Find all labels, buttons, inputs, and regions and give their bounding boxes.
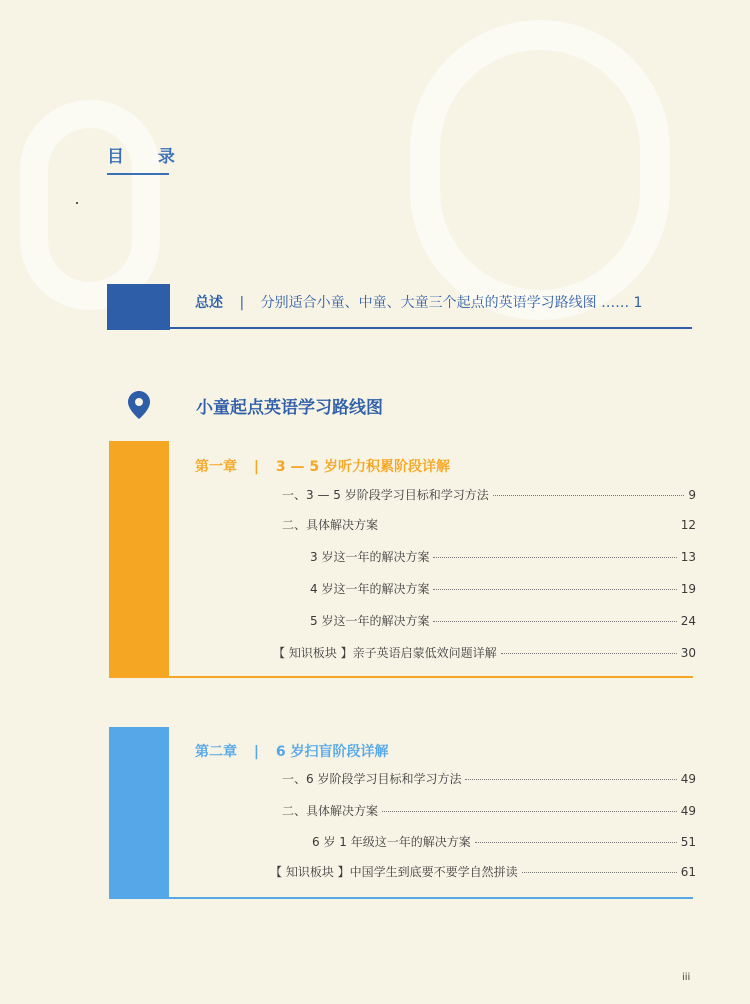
overview-leader: …… bbox=[601, 295, 630, 311]
toc-entry-page: 19 bbox=[680, 582, 696, 596]
toc-entry[interactable] bbox=[310, 548, 696, 565]
location-pin-icon bbox=[128, 391, 150, 423]
overview-underline bbox=[107, 327, 692, 329]
toc-entry-label: 【 知识板块 】中国学生到底要不要学自然拼读 bbox=[270, 865, 518, 879]
toc-entry-page: 13 bbox=[680, 550, 696, 564]
chapter2-label: 第二章 bbox=[195, 744, 237, 760]
chapter1-color-block bbox=[109, 441, 169, 678]
toc-entry-page: 49 bbox=[680, 772, 696, 786]
toc-entry-label: 二、具体解决方案 bbox=[282, 518, 379, 532]
toc-entry[interactable] bbox=[310, 612, 696, 629]
toc-entry[interactable] bbox=[282, 770, 696, 787]
toc-entry[interactable] bbox=[312, 833, 696, 850]
overview-label: 总述 bbox=[195, 295, 223, 311]
chapter1-title: 3 — 5 岁听力积累阶段详解 bbox=[275, 459, 450, 475]
chapter1-heading[interactable] bbox=[195, 456, 450, 476]
chapter1-label: 第一章 bbox=[195, 459, 237, 475]
speck bbox=[76, 202, 78, 204]
overview-color-block bbox=[107, 284, 170, 330]
dot-leader bbox=[382, 811, 677, 812]
toc-title-group bbox=[107, 142, 189, 175]
toc-entry-label: 4 岁这一年的解决方案 bbox=[310, 582, 430, 596]
toc-entry-label: 一、3 — 5 岁阶段学习目标和学习方法 bbox=[282, 488, 489, 502]
dot-leader bbox=[433, 589, 676, 590]
chapter2-color-block bbox=[109, 727, 169, 899]
toc-entry-page: 24 bbox=[680, 614, 696, 628]
toc-entry-page: 51 bbox=[680, 835, 696, 849]
chapter1-separator: | bbox=[253, 459, 259, 475]
toc-entry[interactable] bbox=[282, 802, 696, 819]
toc-entry-label: 3 岁这一年的解决方案 bbox=[310, 550, 430, 564]
overview-page: 1 bbox=[633, 295, 643, 311]
dot-leader bbox=[475, 842, 677, 843]
toc-entry-page: 61 bbox=[680, 865, 696, 879]
overview-separator: | bbox=[239, 295, 245, 311]
section-title: 小童起点英语学习路线图 bbox=[196, 398, 383, 418]
chapter1-underline bbox=[109, 676, 693, 678]
title-underline bbox=[107, 173, 169, 175]
toc-entry[interactable] bbox=[310, 580, 696, 597]
dot-leader bbox=[501, 653, 677, 654]
page-number: iii bbox=[682, 972, 691, 983]
toc-entry[interactable] bbox=[273, 644, 696, 661]
dot-leader bbox=[465, 779, 676, 780]
toc-entry-page: 12 bbox=[680, 518, 696, 532]
toc-entry-label: 【 知识板块 】亲子英语启蒙低效问题详解 bbox=[273, 646, 497, 660]
dot-leader bbox=[493, 495, 685, 496]
background-decoration bbox=[20, 100, 160, 310]
toc-entry-label: 二、具体解决方案 bbox=[282, 804, 379, 818]
toc-entry-label: 6 岁 1 年级这一年的解决方案 bbox=[312, 835, 471, 849]
chapter2-separator: | bbox=[253, 744, 259, 760]
toc-entry[interactable] bbox=[282, 516, 696, 533]
toc-entry-page: 9 bbox=[688, 488, 696, 502]
toc-entry-label: 一、6 岁阶段学习目标和学习方法 bbox=[282, 772, 462, 786]
chapter2-underline bbox=[109, 897, 693, 899]
toc-entry[interactable] bbox=[282, 486, 696, 503]
background-decoration bbox=[410, 20, 670, 320]
toc-entry[interactable] bbox=[270, 863, 696, 880]
toc-entry-label: 5 岁这一年的解决方案 bbox=[310, 614, 430, 628]
dot-leader bbox=[433, 621, 676, 622]
toc-entry-page: 49 bbox=[680, 804, 696, 818]
dot-leader bbox=[522, 872, 677, 873]
toc-entry-page: 30 bbox=[680, 646, 696, 660]
chapter2-title: 6 岁扫盲阶段详解 bbox=[275, 744, 389, 760]
overview-text: 分别适合小童、中童、大童三个起点的英语学习路线图 bbox=[260, 295, 597, 311]
overview-entry[interactable] bbox=[195, 292, 695, 312]
dot-leader bbox=[433, 557, 676, 558]
toc-title: 目 录 bbox=[107, 147, 189, 167]
chapter2-heading[interactable] bbox=[195, 741, 389, 761]
